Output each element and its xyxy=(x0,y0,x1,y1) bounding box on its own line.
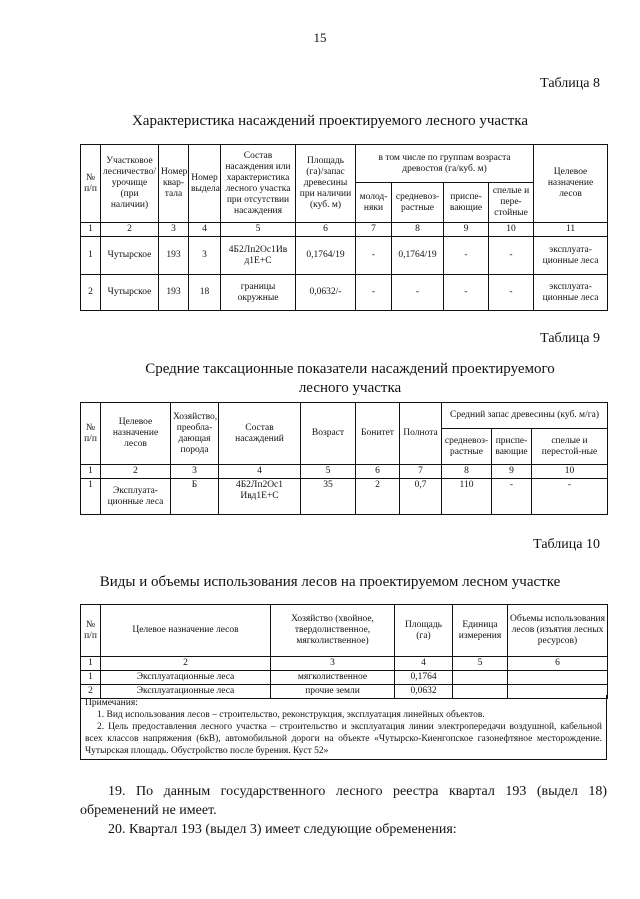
paragraph-20: 20. Квартал 193 (выдел 3) имеет следующие обременения: xyxy=(108,822,457,837)
cell: - xyxy=(356,237,392,275)
note-1: 1. Вид использования лесов – строительство, реконструкция, эксплуатация линейных объектов. xyxy=(97,710,485,720)
col-number: 5 xyxy=(301,465,356,479)
col-number: 6 xyxy=(296,223,356,237)
col-number: 4 xyxy=(395,657,453,671)
table-9-caption: Таблица 9 xyxy=(540,331,600,346)
t9-subheader-cell: средневоз-растные xyxy=(442,429,492,465)
table-row xyxy=(81,275,608,311)
t9-header-cell: Целевое назначение лесов xyxy=(101,403,171,465)
t9-header-cell: Бонитет xyxy=(356,403,400,465)
col-number: 5 xyxy=(453,657,508,671)
cell: 0,1764/19 xyxy=(296,237,356,275)
col-number: 5 xyxy=(221,223,296,237)
body-text xyxy=(80,782,607,839)
cell: эксплуата-ционные леса xyxy=(534,275,608,311)
col-number: 8 xyxy=(442,465,492,479)
cell: - xyxy=(492,479,532,515)
cell: Чутырское xyxy=(101,237,159,275)
cell: - xyxy=(489,237,534,275)
cell: 3 xyxy=(189,237,221,275)
table-8 xyxy=(80,144,608,311)
t9-subheader-cell: приспе-вающие xyxy=(492,429,532,465)
cell: 193 xyxy=(159,237,189,275)
t9-header-cell: Средний запас древесины (куб. м/га) xyxy=(442,403,608,429)
cell: - xyxy=(356,275,392,311)
t8-header-cell: № п/п xyxy=(81,145,101,223)
cell: Эксплуатационные леса xyxy=(101,685,271,699)
cell: прочие земли xyxy=(271,685,395,699)
t8-number-row xyxy=(81,223,608,237)
cell: 0,1764/19 xyxy=(392,237,444,275)
cell: 110 xyxy=(442,479,492,515)
col-number: 1 xyxy=(81,657,101,671)
table-10 xyxy=(80,604,608,699)
col-number: 3 xyxy=(271,657,395,671)
t8-subheader-cell: спелые и пере-стойные xyxy=(489,183,534,223)
col-number: 8 xyxy=(392,223,444,237)
table-row xyxy=(81,237,608,275)
t9-header-cell: Хозяйство, преобла-дающая порода xyxy=(171,403,219,465)
cell: Эксплуатационные леса xyxy=(101,671,271,685)
col-number: 9 xyxy=(492,465,532,479)
col-number: 10 xyxy=(489,223,534,237)
cell: 1 xyxy=(81,237,101,275)
col-number: 2 xyxy=(101,465,171,479)
col-number: 4 xyxy=(219,465,301,479)
t10-header-cell: Единица измерения xyxy=(453,605,508,657)
cell: Чутырское xyxy=(101,275,159,311)
t9-header-cell: Состав насаждений xyxy=(219,403,301,465)
cell: 35 xyxy=(301,479,356,515)
cell: - xyxy=(444,237,489,275)
table-10-title: Виды и объемы использования лесов на проектируемом лесном участке xyxy=(99,574,561,590)
t9-number-row xyxy=(81,465,608,479)
col-number: 7 xyxy=(356,223,392,237)
t8-header-cell: Площадь (га)/запас древесины при наличии (куб. м) xyxy=(296,145,356,223)
cell: Б xyxy=(171,479,219,515)
col-number: 3 xyxy=(171,465,219,479)
cell: 0,0632/- xyxy=(296,275,356,311)
col-number: 2 xyxy=(101,657,271,671)
col-number: 1 xyxy=(81,223,101,237)
cell: 0,7 xyxy=(400,479,442,515)
cell: 0,0632 xyxy=(395,685,453,699)
t9-subheader-cell: спелые и перестой-ные xyxy=(532,429,608,465)
cell: - xyxy=(392,275,444,311)
note-2: 2. Цель предоставления лесного участка – строительство и эксплуатация линии электропередачи воздушной, кабельной всех классов напряжения (6кВ), автомобильной дороги на объекте «Чутырско-Киенгопское газонефтяное месторождение. Чутырская площадь. Обустройство после бурения. Куст 52» xyxy=(85,722,602,756)
cell: 193 xyxy=(159,275,189,311)
cell: - xyxy=(532,479,608,515)
cell: 1 xyxy=(81,671,101,685)
table-9-title: Средние таксационные показатели насаждений проектируемого лесного участка xyxy=(145,361,555,396)
cell: границы окружные xyxy=(221,275,296,311)
t9-header-cell: № п/п xyxy=(81,403,101,465)
col-number: 6 xyxy=(508,657,608,671)
t9-header-cell: Возраст xyxy=(301,403,356,465)
table-8-caption: Таблица 8 xyxy=(540,76,600,91)
cell: 2 xyxy=(356,479,400,515)
notes-title: Примечания: xyxy=(85,698,138,708)
page-number: 15 xyxy=(313,30,327,45)
col-number: 2 xyxy=(101,223,159,237)
paragraph-19: 19. По данным государственного лесного реестра квартал 193 (выдел 18) обременений не имеет. xyxy=(80,784,607,818)
t8-subheader-cell: молод-няки xyxy=(356,183,392,223)
t8-subheader-cell: приспе-вающие xyxy=(444,183,489,223)
table-row xyxy=(81,479,608,515)
t8-header-cell: Номер выдела xyxy=(189,145,221,223)
table-10-caption: Таблица 10 xyxy=(533,537,600,552)
cell: эксплуата-ционные леса xyxy=(534,237,608,275)
table-9 xyxy=(80,402,608,515)
cell: 1 xyxy=(81,479,101,515)
cell: Эксплуата-ционные леса xyxy=(101,479,171,515)
cell: 2 xyxy=(81,275,101,311)
col-number: 6 xyxy=(356,465,400,479)
t8-header-cell: Целевое назначение лесов xyxy=(534,145,608,223)
cell: 4Б2Лп2Ос1 Ивд1Е+С xyxy=(219,479,301,515)
t9-header-cell: Полнота xyxy=(400,403,442,465)
cell: 0,1764 xyxy=(395,671,453,685)
t8-header-cell: Номер квар-тала xyxy=(159,145,189,223)
table-row xyxy=(81,671,608,685)
col-number: 4 xyxy=(189,223,221,237)
col-number: 9 xyxy=(444,223,489,237)
t8-header-cell: Состав насаждения или характеристика лесного участка при отсутствии насаждения xyxy=(221,145,296,223)
col-number: 10 xyxy=(532,465,608,479)
table-8-title: Характеристика насаждений проектируемого лесного участка xyxy=(131,113,529,129)
cell xyxy=(508,671,608,685)
cell: мягколиственное xyxy=(271,671,395,685)
t10-header-cell: № п/п xyxy=(81,605,101,657)
t10-header-cell: Площадь (га) xyxy=(395,605,453,657)
t10-header-cell: Хозяйство (хвойное, твердолиственное, мягколиственное) xyxy=(271,605,395,657)
col-number: 11 xyxy=(534,223,608,237)
t8-header-cell: Участковое лесничество/ урочище (при наличии) xyxy=(101,145,159,223)
t10-header-cell: Объемы использования лесов (изъятия лесных ресурсов) xyxy=(508,605,608,657)
col-number: 3 xyxy=(159,223,189,237)
t8-subheader-cell: средневоз-растные xyxy=(392,183,444,223)
t8-header-cell: в том числе по группам возраста древостоя (га/куб. м) xyxy=(356,145,534,183)
cell: 2 xyxy=(81,685,101,699)
cell: 4Б2Лп2Ос1Ив д1Е+С xyxy=(221,237,296,275)
col-number: 1 xyxy=(81,465,101,479)
cell: - xyxy=(444,275,489,311)
cell xyxy=(453,671,508,685)
t10-header-cell: Целевое назначение лесов xyxy=(101,605,271,657)
col-number: 7 xyxy=(400,465,442,479)
cell: 18 xyxy=(189,275,221,311)
table-10-notes xyxy=(80,695,607,760)
t10-number-row xyxy=(81,657,608,671)
cell: - xyxy=(489,275,534,311)
